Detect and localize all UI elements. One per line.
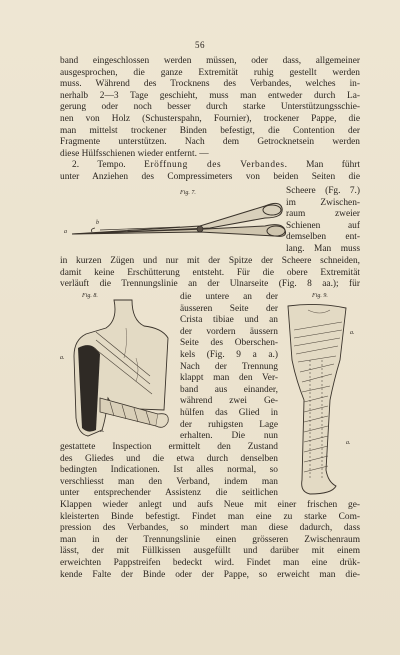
text-line: man in der Trennungslinie einen grösseren Zwischenraum [60,534,360,545]
text-line: verläuft die Trennungslinie an der Ulnarseite (Fig. 8 aa.); für [60,279,360,290]
fig7-caption: Fig. 7. [180,190,196,196]
text-line: bedingten Indicationen. Ist alles normal, so [60,465,278,476]
text-line: Klappen wieder anlegt und aufs Neue mit einer frischen ge- [60,499,360,510]
text-line: Nach der Trennung [180,361,278,372]
text-line: hülfen das Glied in [180,407,278,418]
text-line: gestattete Inspection ermittelt den Zustand [60,442,278,452]
fig8-label-a2: a. [100,428,105,434]
text-line: kleisterten Binde befestigt. Findet man eine zu starke Com- [60,511,360,522]
text-line: muss. Während des Trocknens des Verbandes, welches in- [60,79,360,90]
text-line: nen von Holz (Schusterspahn, Fournier), trockener Pappe, die [60,113,360,124]
text-line: äusseren Seite der [180,303,278,314]
text-line: Crista tibiae und an [180,315,278,326]
text-line: Scheere (Fg. 7.) [286,186,360,196]
scissors-illustration [60,196,290,246]
text-line: unter Anziehen des Compressimeters von beiden Seiten die [60,171,360,182]
text-line: gerung oder noch besser durch starke Unterstützungsschie- [60,102,360,113]
text-line: kels (Fig. 9 a a.) [180,349,278,360]
paragraph-1 [60,56,360,184]
text-line: erweichten Pappstreifen bedeckt wird. Findet man eine drük- [60,557,360,568]
fig7-side-text [286,186,360,256]
text-line: der ruhigsten Lage [180,419,278,430]
text-line: Seite des Oberschen- [180,338,278,349]
text-line: die untere an der [180,292,278,302]
middle-column-text [180,292,278,443]
text-line: kende Falte der Binde oder der Pappe, so erweicht man die- [60,569,360,580]
tempo-prefix: 2. Tempo. [72,160,126,171]
fig8-label-a1: a. [60,355,65,361]
text-line: lässt, der mit Füllkissen ausgefüllt und darüber mit einem [60,546,360,557]
text-line: raum zweier [286,209,360,220]
fig9-caption: Fig. 9. [312,293,328,299]
paragraph-3 [60,442,360,581]
text-line: ausgesprochen, die ganze Extremität ruhig gestellt werden [60,67,360,78]
tempo-suffix: Man führt [306,160,360,171]
text-line: verschliesst man den Verband, indem man [60,476,278,487]
fig7-label-b: b [96,220,99,226]
paragraph-2 [60,256,360,291]
text-line: nerhalb 2—3 Tage geschieht, muss man entweder durch La- [60,90,360,101]
text-line: lang. Man muss [286,243,360,254]
text-line: Fragmente unterstützen. Nach dem Getrocknetsein werden [60,137,360,148]
text-line: pression des Verbandes, so mindert man diese dadurch, dass [60,523,360,534]
text-line: im Zwischen- [286,197,360,208]
text-line: man mittelst trockener Binden befestigt, die Contention der [60,125,360,136]
text-line: unter entsprechender Assistenz die seitlichen [60,488,278,499]
fig8-caption: Fig. 8. [82,293,98,299]
text-line: diese Hülfsschienen wieder entfernt. — [60,148,209,159]
text-line: während zwei Ge- [180,396,278,407]
fig9-label-a1: a. [350,330,355,336]
page-number: 56 [195,40,205,50]
text-line: band aus einander, [180,384,278,395]
text-line: demselben ent- [286,232,360,243]
fig9-label-a2: a. [346,440,351,446]
text-line: in kurzen Zügen und nur mit der Spitze der Scheere schneiden, [60,256,360,266]
fig7-label-a: a [64,229,67,235]
text-line: erhalten. Die nun [180,431,278,442]
text-line: des Gliedes und die etwa durch denselben [60,453,278,464]
text-line: band eingeschlossen werden müssen, oder dass, allgemeiner [60,56,360,66]
text-line: damit keine Erschütterung entsteht. Für die obere Extremität [60,267,360,278]
text-line: der vordern äussern [180,326,278,337]
tempo-line [60,160,360,172]
text-line: klappt man den Ver- [180,373,278,384]
arm-bandage-illustration [66,298,176,448]
section-heading: Eröffnung des Verbandes. [144,160,288,171]
text-line: Schienen auf [286,220,360,231]
